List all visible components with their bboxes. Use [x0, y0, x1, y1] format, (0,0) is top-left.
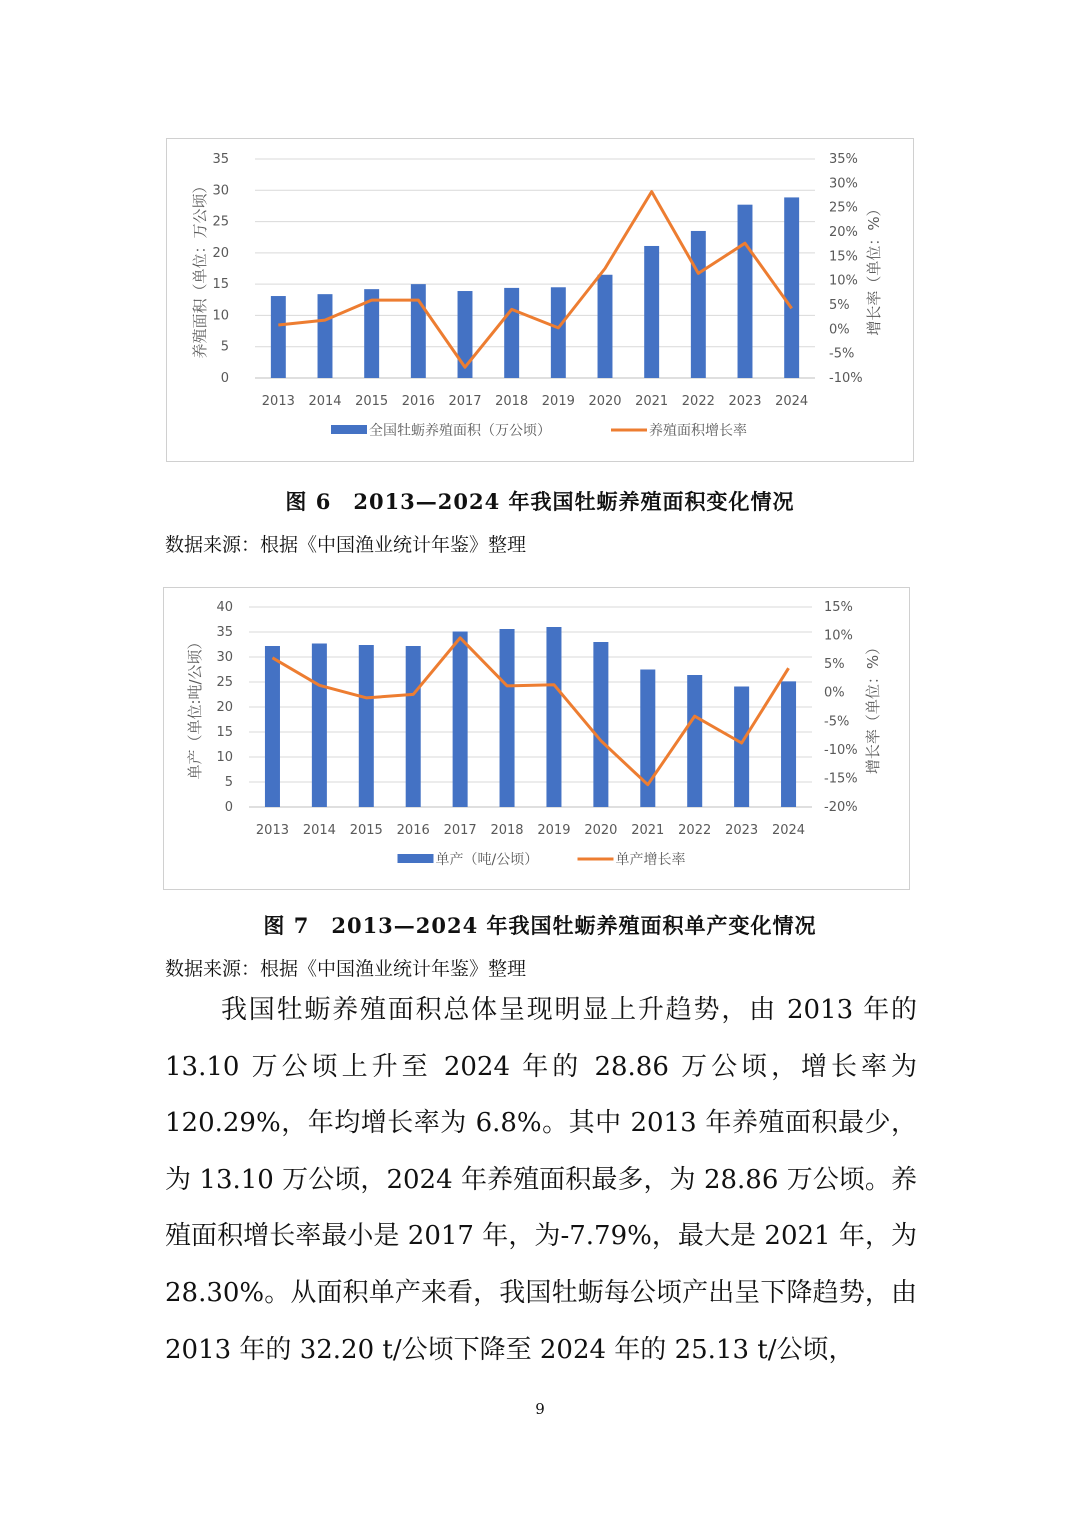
bar-2018: [500, 629, 515, 807]
x-tick-label: 2019: [537, 823, 571, 838]
bar-2016: [406, 646, 421, 807]
bar-2023: [738, 205, 753, 378]
x-tick-label: 2020: [584, 823, 618, 838]
y-tick-label: 25: [212, 214, 229, 230]
growth-rate-line: [278, 192, 791, 368]
x-tick-label: 2015: [349, 823, 383, 838]
legend-bar-label: 全国牡蛎养殖面积（万公顷）: [369, 423, 551, 439]
y-tick-label: 30: [216, 650, 233, 665]
y2-tick-label: 25%: [829, 200, 858, 216]
y2-tick-label: -5%: [829, 346, 855, 362]
y2-tick-label: 20%: [829, 225, 858, 240]
x-tick-label: 2024: [771, 823, 806, 838]
page-number: 9: [535, 1400, 545, 1418]
y2-tick-label: 5%: [824, 657, 845, 673]
figure-6-caption: 图 6 2013—2024 年我国牡蛎养殖面积变化情况: [285, 489, 795, 514]
y2-tick-label: 15%: [824, 600, 853, 615]
y2-tick-label: -15%: [824, 771, 858, 787]
figure-7-source: 数据来源：根据《中国渔业统计年鉴》整理: [165, 958, 527, 980]
bar-2016: [411, 284, 426, 378]
bar-2021: [640, 670, 655, 808]
x-tick-label: 2018: [490, 823, 524, 838]
legend-line-label: 单产增长率: [615, 852, 686, 868]
bar-2014: [312, 644, 327, 808]
x-tick-label: 2017: [448, 394, 482, 409]
x-tick-label: 2023: [725, 823, 759, 838]
bar-2019: [546, 627, 561, 807]
bar-2013: [265, 646, 280, 807]
y2-tick-label: 35%: [829, 152, 858, 167]
y-axis-title: 养殖面积（单位：万公顷）: [191, 178, 209, 359]
x-tick-label: 2015: [355, 394, 389, 409]
legend-bar-swatch: [398, 854, 434, 863]
bar-2020: [598, 275, 613, 378]
y2-tick-label: -10%: [829, 371, 863, 386]
figure-7-caption: 图 7 2013—2024 年我国牡蛎养殖面积单产变化情况: [263, 913, 817, 938]
y2-tick-label: 5%: [829, 298, 850, 313]
bar-2014: [318, 294, 333, 378]
y-tick-label: 0: [224, 800, 233, 815]
y2-tick-label: 15%: [829, 249, 858, 265]
bar-2022: [687, 675, 702, 807]
y-tick-label: 20: [216, 700, 233, 715]
body-paragraph: 我国牡蛎养殖面积总体呈现明显上升趋势，由 2013 年的 13.10 万公顷上升至 2024 年的 28.86 万公顷，增长率为 120.29%，年均增长率为 6.8%。其中 2013 年养殖面积最少，为 13.10 万公顷，2024 年养殖面积最多，为 28.86 万公顷。养殖面积增长率最小是 2017 年，为-7.79%，最大是 2021 年，为 28.30%。从面积单产来看，我国牡蛎每公顷产出呈下降趋势，由 2013 年的 32.20 t/公顷下降至 2024 年的 25.13 t/公顷，: [165, 995, 917, 1365]
x-tick-label: 2018: [495, 394, 529, 409]
x-tick-label: 2014: [302, 823, 336, 838]
x-tick-label: 2022: [681, 394, 715, 409]
y-tick-label: 25: [216, 675, 233, 690]
y-tick-label: 30: [212, 183, 229, 199]
y2-tick-label: 10%: [829, 273, 858, 289]
bar-2023: [734, 687, 749, 808]
bar-2020: [593, 642, 608, 807]
y2-tick-label: -5%: [824, 714, 850, 730]
growth-rate-line: [272, 638, 788, 785]
x-tick-label: 2023: [728, 394, 762, 409]
x-tick-label: 2016: [401, 394, 435, 409]
legend-bar-swatch: [331, 425, 367, 434]
x-tick-label: 2016: [396, 823, 430, 838]
y2-tick-label: 0%: [824, 685, 845, 701]
y-tick-label: 5: [220, 339, 229, 355]
y-tick-label: 10: [216, 750, 233, 765]
bar-2013: [271, 296, 286, 378]
bar-2024: [781, 681, 796, 807]
x-tick-label: 2017: [443, 823, 477, 838]
bar-2024: [784, 197, 799, 378]
x-tick-label: 2024: [775, 394, 809, 409]
bar-2022: [691, 231, 706, 378]
y2-tick-label: 30%: [829, 176, 858, 192]
y-tick-label: 35: [212, 152, 229, 167]
y2-tick-label: -20%: [824, 800, 858, 815]
y2-tick-label: -10%: [824, 742, 858, 758]
x-tick-label: 2020: [588, 394, 622, 409]
figure-6-chart: [166, 138, 914, 462]
x-tick-label: 2019: [541, 394, 575, 409]
bar-2015: [359, 645, 374, 807]
y-tick-label: 10: [212, 308, 229, 324]
bar-2019: [551, 287, 566, 378]
figure-6-svg: [167, 139, 915, 463]
y-axis-title: 单产（单位:吨/公顷）: [186, 634, 204, 780]
y-tick-label: 15: [212, 277, 229, 293]
y-tick-label: 35: [216, 625, 233, 640]
y2-axis-title: 增长率（单位：%）: [865, 201, 883, 336]
x-tick-label: 2014: [308, 394, 342, 409]
y-tick-label: 15: [216, 725, 233, 740]
y2-tick-label: 0%: [829, 322, 850, 338]
x-tick-label: 2021: [635, 394, 669, 409]
y2-tick-label: 10%: [824, 628, 853, 644]
y-tick-label: 40: [216, 600, 233, 615]
y-tick-label: 5: [224, 775, 233, 790]
figure-6-source: 数据来源：根据《中国渔业统计年鉴》整理: [165, 534, 527, 556]
bar-2017: [453, 632, 468, 808]
x-tick-label: 2013: [255, 823, 290, 838]
y2-axis-title: 增长率（单位：%）: [864, 639, 882, 775]
bar-2021: [644, 246, 659, 378]
y-tick-label: 0: [220, 371, 229, 386]
y-tick-label: 20: [212, 245, 229, 261]
x-tick-label: 2022: [678, 823, 712, 838]
figure-7-chart: [163, 587, 910, 890]
legend-bar-label: 单产（吨/公顷）: [435, 852, 539, 868]
x-tick-label: 2013: [261, 394, 295, 409]
x-tick-label: 2021: [631, 823, 665, 838]
bar-2018: [504, 288, 519, 378]
figure-7-svg: [164, 588, 911, 891]
legend-line-label: 养殖面积增长率: [649, 423, 747, 439]
